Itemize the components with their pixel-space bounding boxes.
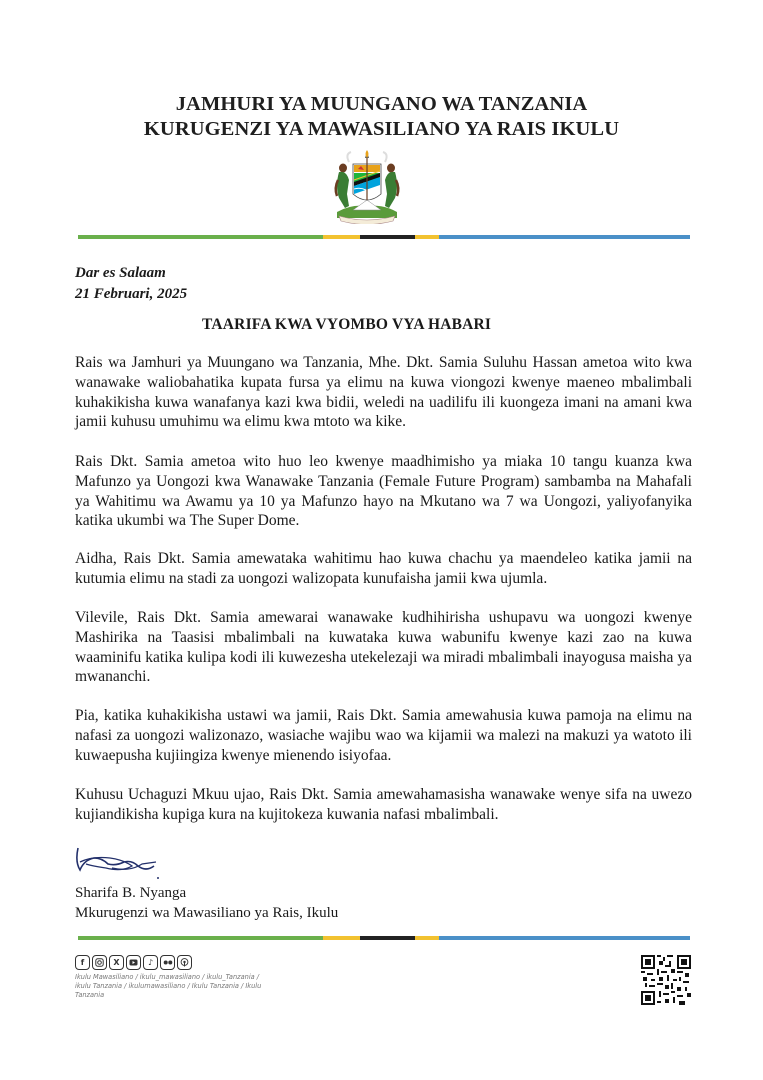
x-icon[interactable]: X — [109, 955, 124, 970]
divider-blue-segment — [439, 936, 690, 940]
body-paragraph: Kuhusu Uchaguzi Mkuu ujao, Rais Dkt. Samia amewahamasisha wanawake wenye sifa na uwezo kujiandikisha kupiga kura na kujitokeza kuwania nafasi mbalimbali. — [75, 786, 692, 823]
divider-black-segment — [360, 936, 415, 940]
divider-yellow-segment — [323, 235, 360, 239]
dateline-date: 21 Februari, 2025 — [75, 286, 188, 302]
coat-of-arms-icon — [331, 150, 403, 224]
divider-blue-segment — [439, 235, 690, 239]
signatory-title: Mkurugenzi wa Mawasiliano ya Rais, Ikulu — [75, 905, 339, 921]
divider-yellow-segment — [415, 235, 439, 239]
footer-divider — [78, 936, 690, 940]
divider-green-segment — [78, 936, 323, 940]
qr-code-icon[interactable] — [641, 955, 691, 1005]
flickr-icon[interactable] — [160, 955, 175, 970]
header-directorate: KURUGENZI YA MAWASILIANO YA RAIS IKULU — [143, 118, 620, 140]
social-icons — [75, 955, 192, 970]
body-paragraph: Rais wa Jamhuri ya Muungano wa Tanzania, Mhe. Dkt. Samia Suluhu Hassan ametoa wito kwa wanawake waliobahatika kupata fursa ya elimu na kuwa viongozi kwenye maeneo mbalimbali kuhakikisha kuwa wanafanya kazi kwa bidii, weledi na uadilifu ili kuongeza imani na amani kwa jamii kuhusu umuhimu wa elimu kwa mtoto wa kike. — [75, 354, 692, 431]
youtube-icon[interactable] — [126, 955, 141, 970]
body-paragraph: Pia, katika kuhakikisha ustawi wa jamii, Rais Dkt. Samia amewahusia kuwa pamoja na elimu na nafasi za uongozi walizonazo, wasiache wajibu wao wa kijamii wa malezi na makuzi ya watoto ili kuwaepusha kujiingiza kwenye mienendo isiyofaa. — [75, 707, 692, 764]
header-divider — [78, 235, 690, 239]
signature-image — [72, 842, 164, 884]
podcast-icon[interactable] — [177, 955, 192, 970]
divider-black-segment — [360, 235, 415, 239]
dateline-place: Dar es Salaam — [75, 265, 166, 281]
divider-yellow-segment — [415, 936, 439, 940]
facebook-icon[interactable]: f — [75, 955, 90, 970]
release-title: TAARIFA KWA VYOMBO VYA HABARI — [202, 316, 492, 333]
body-paragraph: Rais Dkt. Samia ametoa wito huo leo kwenye maadhimisho ya miaka 10 tangu kuanza kwa Mafunzo ya Uongozi kwa Wanawake Tanzania (Female Future Program) sambamba na Mahafali ya Wahitimu wa Awamu ya 10 ya Mafunzo hayo na Mkutano wa 7 wa Uongozi, yaliyofanyika katika ukumbi wa The Super Dome. — [75, 453, 692, 530]
header-republic: JAMHURI YA MUUNGANO WA TANZANIA — [175, 93, 588, 115]
tiktok-icon[interactable]: ♪ — [143, 955, 158, 970]
instagram-icon[interactable] — [92, 955, 107, 970]
signatory-name: Sharifa B. Nyanga — [75, 885, 187, 901]
divider-yellow-segment — [323, 936, 360, 940]
social-handles: Ikulu Mawasiliano / ikulu_mawasiliano / ikulu_Tanzania / ikulu Tanzania / ikulumawasiliano / Ikulu Tanzania / Ikulu Tanzania — [75, 973, 262, 999]
body-paragraph: Vilevile, Rais Dkt. Samia amewarai wanawake kudhihirisha ushupavu wa uongozi kwenye Mashirika na Taasisi mbalimbali na kuwataka kuwa wabunifu kwenye kazi zao na kuwa waaminifu katika kulipa kodi ili kuwezesha utekelezaji wa miradi mbalimbali inayogusa maisha ya mwananchi. — [75, 609, 692, 686]
divider-green-segment — [78, 235, 323, 239]
body-paragraph: Aidha, Rais Dkt. Samia amewataka wahitimu hao kuwa chachu ya maendeleo katika jamii na kutumia elimu na stadi za uongozi walizopata kunufaisha jamii kwa ujumla. — [75, 550, 692, 587]
